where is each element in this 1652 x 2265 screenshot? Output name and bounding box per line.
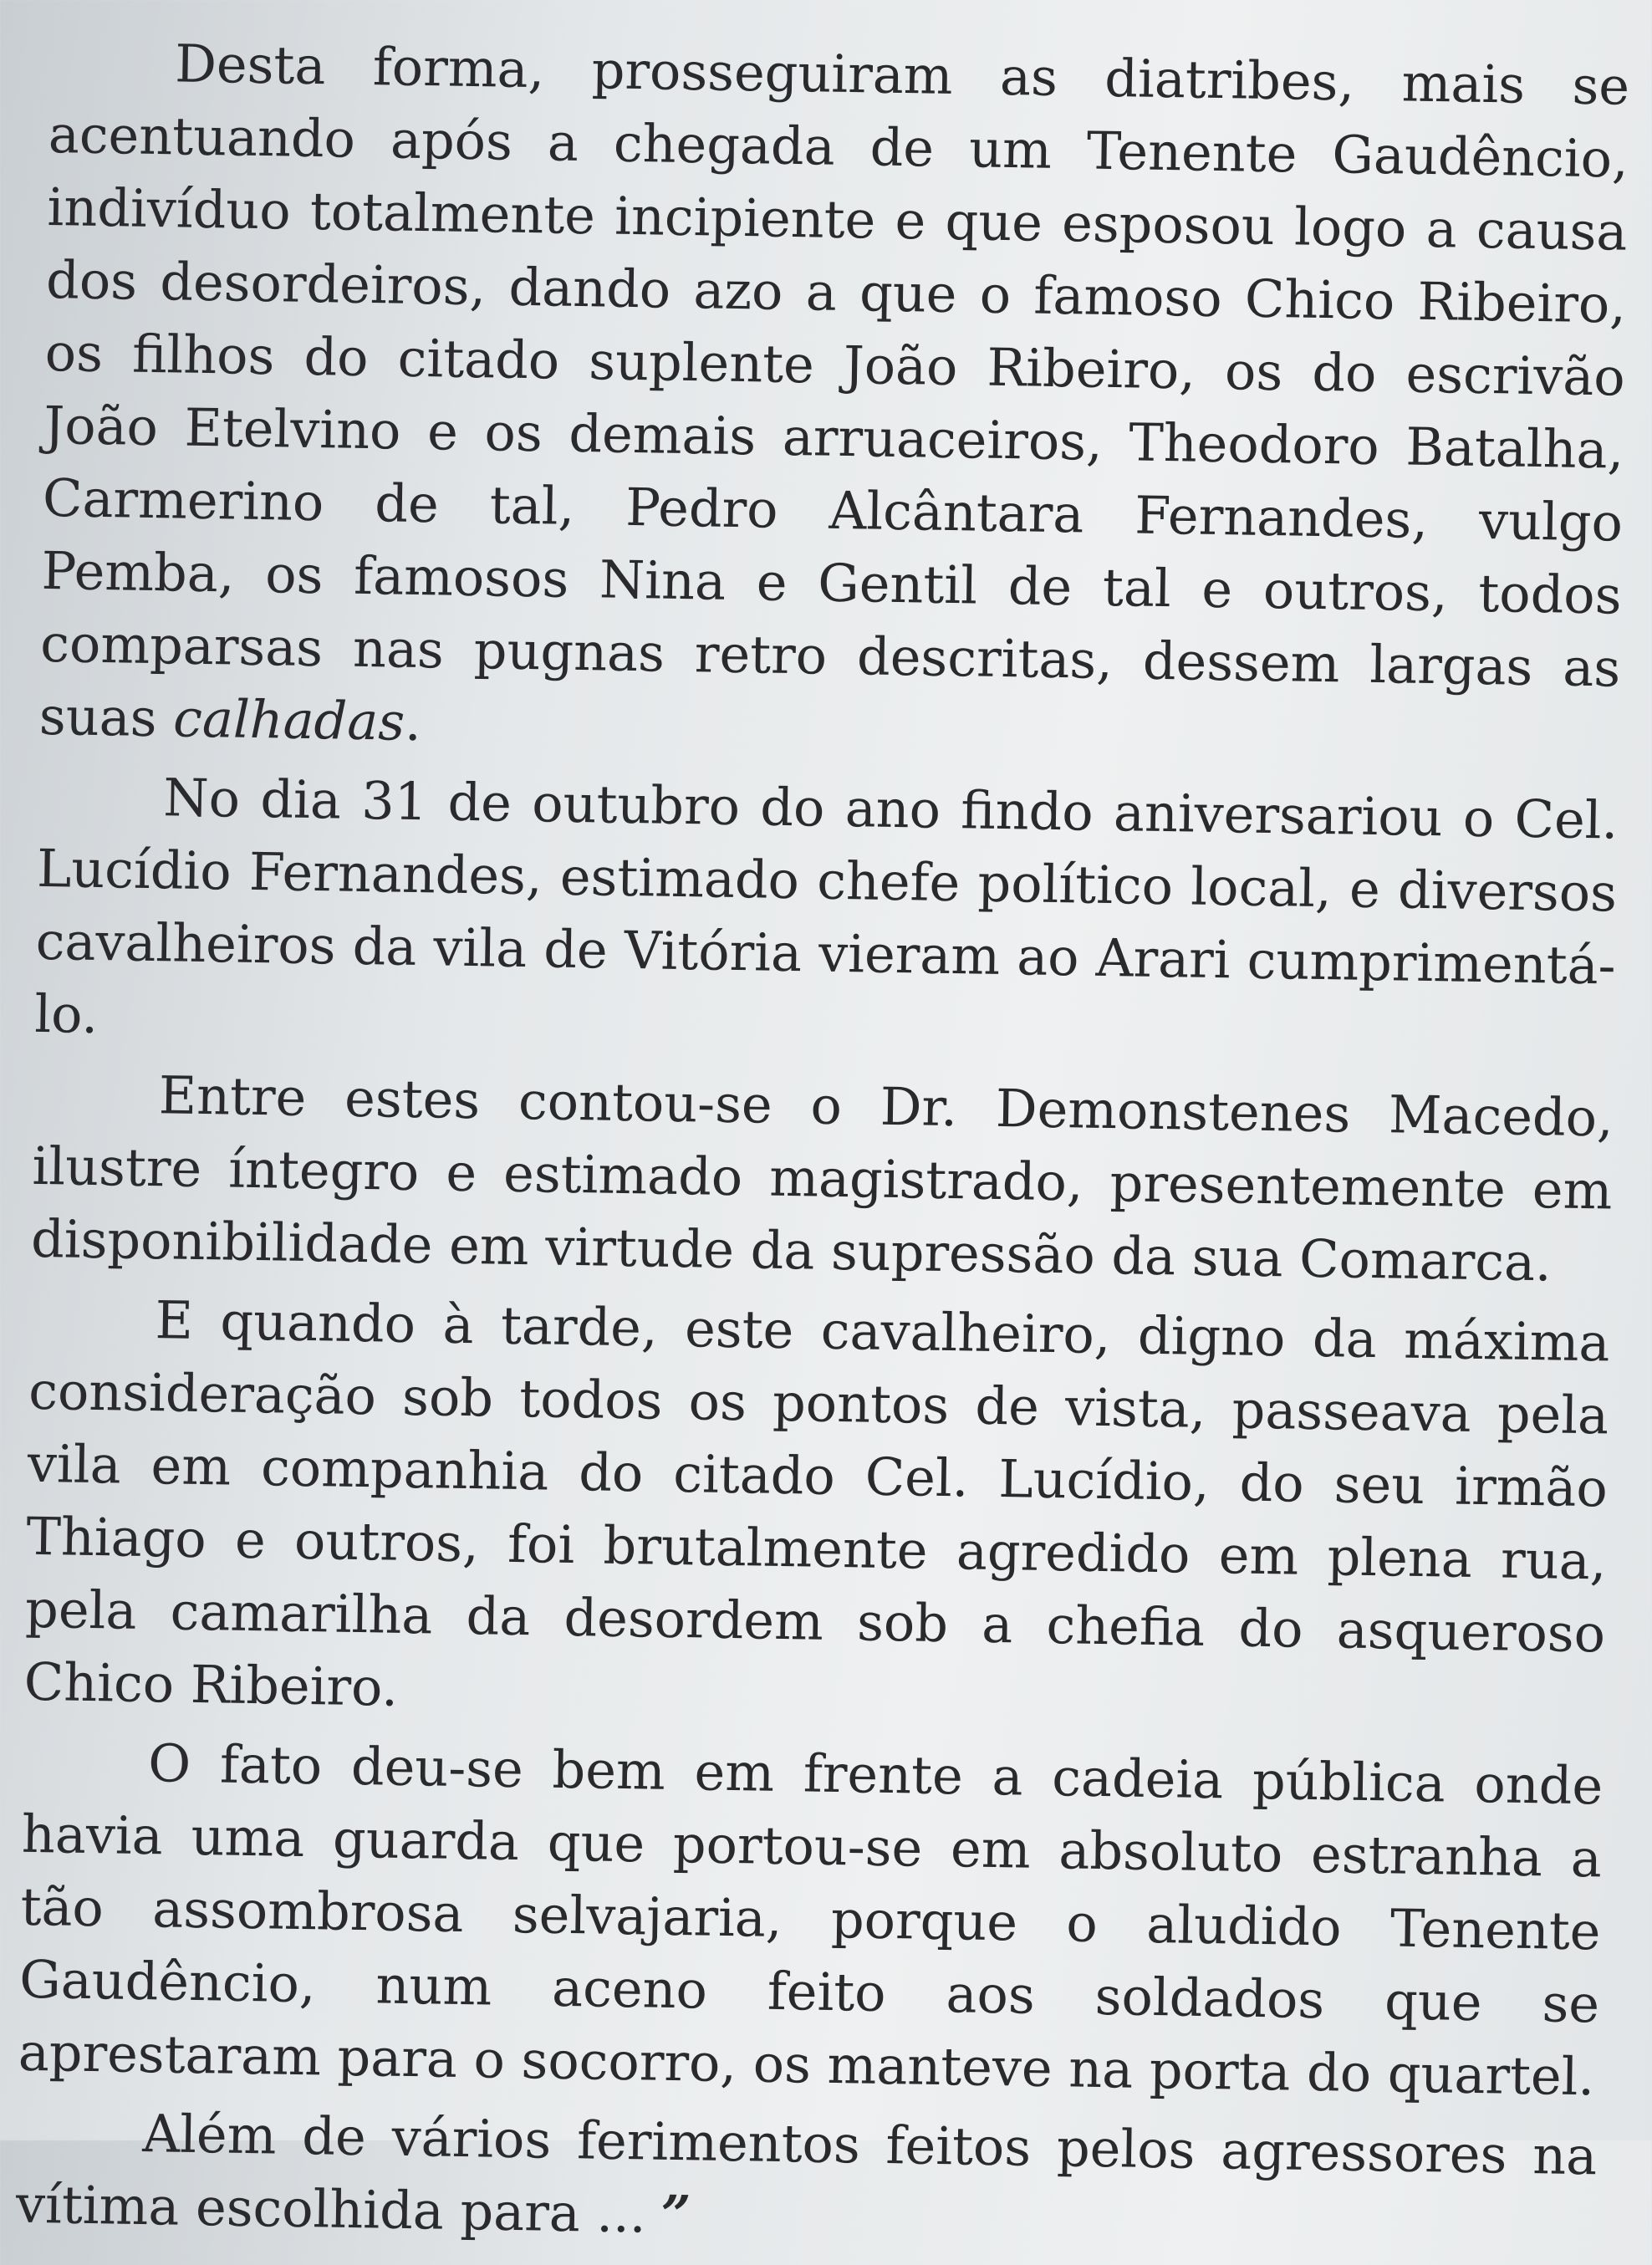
italic-word-calhadas: calhadas xyxy=(172,687,405,752)
paragraph-1-text: Desta forma, prosseguiram as diatribes, mais se acentuando após a chegada de um Tenente Gaudêncio, indivíduo totalmente incipiente e que esposou logo a causa dos desordeiros, dando azo a que o famoso Chico Ribeiro, os filhos do citado suplente João Ribeiro, os do escrivão João Etelvino e os demais arruaceiros, Theodoro Batalha, Carmerino de tal, Pedro Alcântara Fernandes, vulgo Pemba, os famosos Nina e Gentil de tal e outros, todos comparsas nas pugnas retro descritas, dessem largas as suas xyxy=(38,33,1630,749)
body-text xyxy=(15,25,1629,2265)
paragraph-1 xyxy=(38,25,1629,778)
paragraph-2: No dia 31 de outubro do ano findo aniversariou o Cel. Lucídio Fernandes, estimado chefe político local, e diversos cavalheiros da vila de Vitória vieram ao Arari cumprimentá-lo. xyxy=(33,767,1619,1046)
paragraph-4: E quando à tarde, este cavalheiro, digno da máxima consideração sob todos os pontos de vista, passeava pela vila em companhia do citado Cel. Lucídio, do seu irmão Thiago e outros, foi brutalmente agredido em plena rua, pela camarilha da desordem sob a chefia do asqueroso Chico Ribeiro. xyxy=(23,1289,1611,1718)
paragraph-5: O fato deu-se bem em frente a cadeia pública onde havia uma guarda que portou-se em absoluto estranha a tão assombrosa selvajaria, porque o aludido Tenente Gaudêncio, num aceno feito aos soldados que se aprestaram para o socorro, os manteve na porta do quartel. xyxy=(18,1732,1604,2108)
paragraph-3: Entre estes contou-se o Dr. Demonstenes Macedo, ilustre íntegro e estimado magistrado, presentemente em disponibilidade em virtude da supressão da sua Comarca. xyxy=(30,1064,1614,1293)
paragraph-6 xyxy=(15,2095,1597,2265)
closing-quote-mark: ” xyxy=(660,2183,691,2246)
paragraph-6-text: Além de vários ferimentos feitos pelos agressores na vítima escolhida para ... xyxy=(15,2103,1598,2245)
paragraph-1-end: . xyxy=(404,691,422,753)
